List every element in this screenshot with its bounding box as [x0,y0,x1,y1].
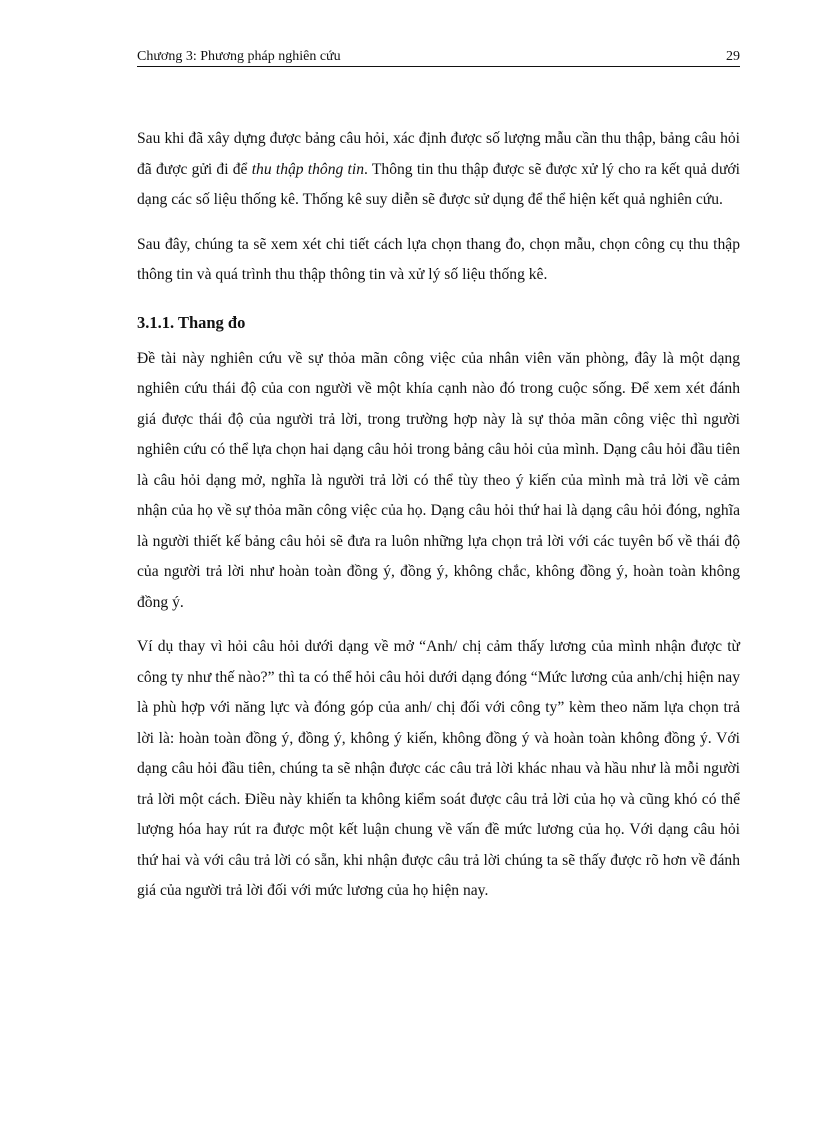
paragraph-intro-end: . Thông tin thu thập được sẽ được xử lý cho ra kết quả dưới dạng các số liệu thống kê. Thống kê suy diễn sẽ được sử dụng để thể hiện kết quả nghiên cứu. [137,160,740,208]
paragraph-intro-start: Sau khi đã xây dựng được bảng câu hỏi, xác định được số lượng mẫu cần thu thập, bảng câu hỏi đã được gửi đi để [137,130,740,178]
paragraph-intro-emphasis: thu thập thông tin [251,160,365,178]
paragraph-scale: Đề tài này nghiên cứu về sự thỏa mãn công việc của nhân viên văn phòng, đây là một dạng nghiên cứu thái độ của con người về một khía cạnh nào đó trong cuộc sống. Để xem xét đánh giá được thái độ của người trả lời, trong trường hợp này là sự thỏa mãn công việc thì người nghiên cứu có thể lựa chọn hai dạng câu hỏi trong bảng câu hỏi của mình. Dạng câu hỏi đầu tiên là câu hỏi dạng mở, nghĩa là người trả lời có thể tùy theo ý kiến của mình mà trả lời về cảm nhận của họ về sự thỏa mãn công việc của họ. Dạng câu hỏi thứ hai là dạng câu hỏi đóng, nghĩa là người thiết kế bảng câu hỏi sẽ đưa ra luôn những lựa chọn trả lời với các tuyên bố về thái độ của người trả lời như hoàn toàn đồng ý, đồng ý, không chắc, không đồng ý, hoàn toàn không đồng ý. [137,349,740,611]
running-header [137,48,740,67]
page-number: 29 [726,49,740,64]
chapter-title: Chương 3: Phương pháp nghiên cứu [137,49,341,64]
body-content [137,124,740,907]
paragraph-intro [137,124,740,216]
section-heading: 3.1.1. Thang đo [137,312,246,332]
paragraph-example: Ví dụ thay vì hỏi câu hỏi dưới dạng về mở “Anh/ chị cảm thấy lương của mình nhận được từ công ty như thế nào?” thì ta có thể hỏi câu hỏi dưới dạng đóng “Mức lương của anh/chị hiện nay là phù hợp với năng lực và đóng góp của anh/ chị đối với công ty” kèm theo năm lựa chọn trả lời là: hoàn toàn đồng ý, đồng ý, không ý kiến, không đồng ý và hoàn toàn không đồng ý. Với dạng câu hỏi đầu tiên, chúng ta sẽ nhận được các câu trả lời khác nhau và hầu như là mỗi người trả lời một cách. Điều này khiến ta không kiểm soát được câu trả lời của họ và cũng khó có thể lượng hóa hay rút ra được một kết luận chung về vấn đề mức lương của họ. Với dạng câu hỏi thứ hai và với câu trả lời có sẵn, khi nhận được câu trả lời chúng ta sẽ thấy được rõ hơn về đánh giá của người trả lời đối với mức lương của họ hiện nay. [137,638,740,899]
paragraph-overview: Sau đây, chúng ta sẽ xem xét chi tiết cách lựa chọn thang đo, chọn mẫu, chọn công cụ thu thập thông tin và quá trình thu thập thông tin và xử lý số liệu thống kê. [137,235,740,283]
